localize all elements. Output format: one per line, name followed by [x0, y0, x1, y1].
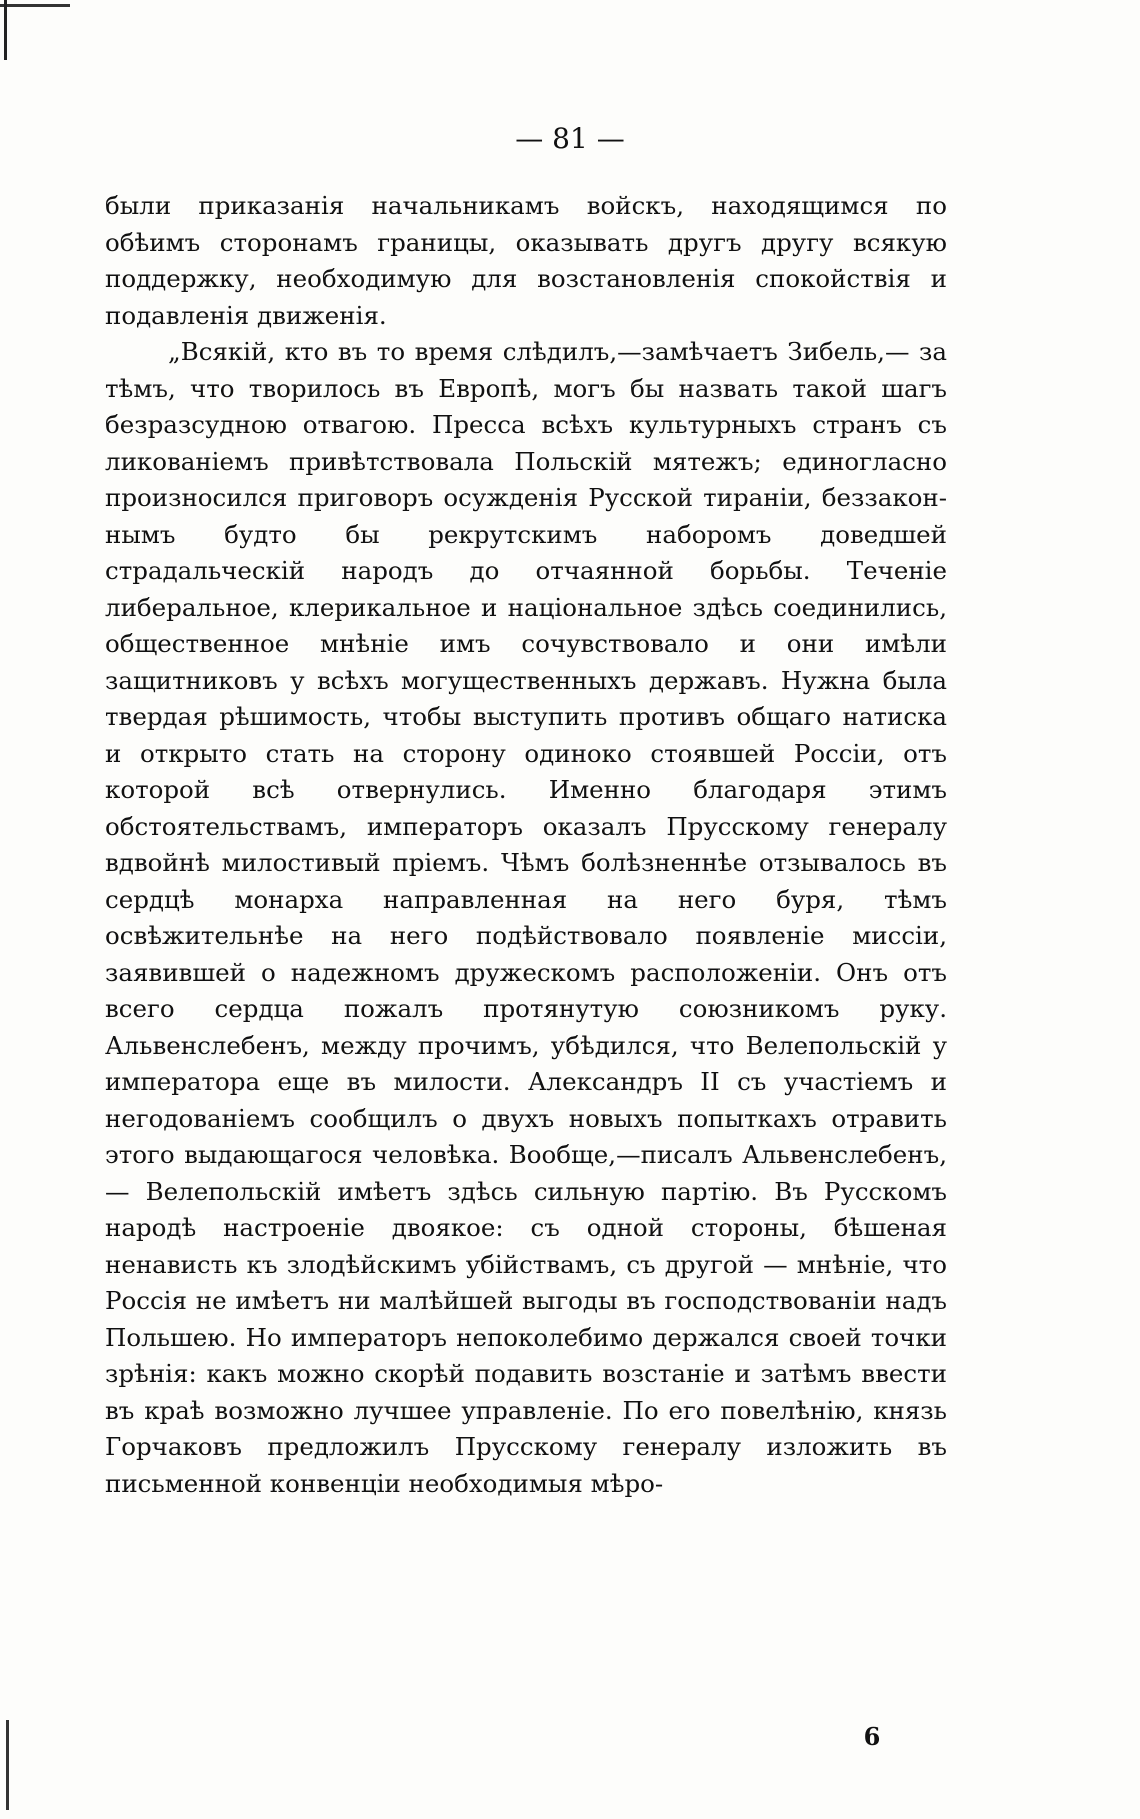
scan-edge-left [4, 0, 7, 60]
page-body [105, 188, 947, 1502]
paragraph-quote: „Всякій, кто въ то время слѣдилъ,—замѣчаетъ Зибель,— за тѣмъ, что творилось въ Европѣ, могъ бы назвать такой шагъ безразсудною отвагою. Пресса всѣхъ культурныхъ странъ съ ликованіемъ привѣтствовала Польскій мятежъ; единогласно произносился приговоръ осужденія Русской тираніи, беззаконнымъ будто бы рекрутскимъ наборомъ доведшей страдальческій народъ до отчаянной борьбы. Теченіе либеральное, клерикальное и національное здѣсь соединились, общественное мнѣніе имъ сочувствовало и они имѣли защитниковъ у всѣхъ могущественныхъ державъ. Нужна была твердая рѣшимость, чтобы выступить противъ общаго натиска и открыто стать на сторону одиноко стоявшей Россіи, отъ которой всѣ отвернулись. Именно благодаря этимъ обстоятельствамъ, императоръ оказалъ Прусскому генералу вдвойнѣ милостивый пріемъ. Чѣмъ болѣзненнѣе отзывалось въ сердцѣ монарха направленная на него буря, тѣмъ освѣжительнѣе на него подѣйствовало появленіе миссіи, заявившей о надежномъ дружескомъ расположеніи. Онъ отъ всего сердца пожалъ протянутую союзникомъ руку. Альвенслебенъ, между прочимъ, убѣдился, что Велепольскій у императора еще въ милости. Александръ II съ участіемъ и негодованіемъ сообщилъ о двухъ новыхъ попыткахъ отравить этого выдающагося человѣка. Вообще,—писалъ Альвенслебенъ, — Велепольскій имѣетъ здѣсь сильную партію. Въ Русскомъ народѣ настроеніе двоякое: съ одной стороны, бѣшеная ненависть къ злодѣйскимъ убійствамъ, съ другой — мнѣніе, что Россія не имѣетъ ни малѣйшей выгоды въ господствованіи надъ Польшею. Но императоръ непоколебимо держался своей точки зрѣнія: какъ можно скорѣй подавить возстаніе и затѣмъ ввести въ краѣ возможно лучшее управленіе. По его повелѣнію, князь Горчаковъ предложилъ Прусскому генералу изложить въ письменной конвенціи необходимыя мѣро- [105, 337, 947, 1498]
signature-mark: 6 [863, 1722, 881, 1751]
page-number: — 81 — [515, 122, 625, 155]
scan-edge-top [0, 4, 70, 7]
scan-edge-left-bottom [6, 1720, 9, 1810]
paragraph-continuation: были приказанія начальникамъ войскъ, находящимся по обѣимъ сторонамъ границы, оказывать другъ другу всякую поддержку, необходимую для возстановленія спокойствія и подавленія движенія. [105, 191, 947, 330]
